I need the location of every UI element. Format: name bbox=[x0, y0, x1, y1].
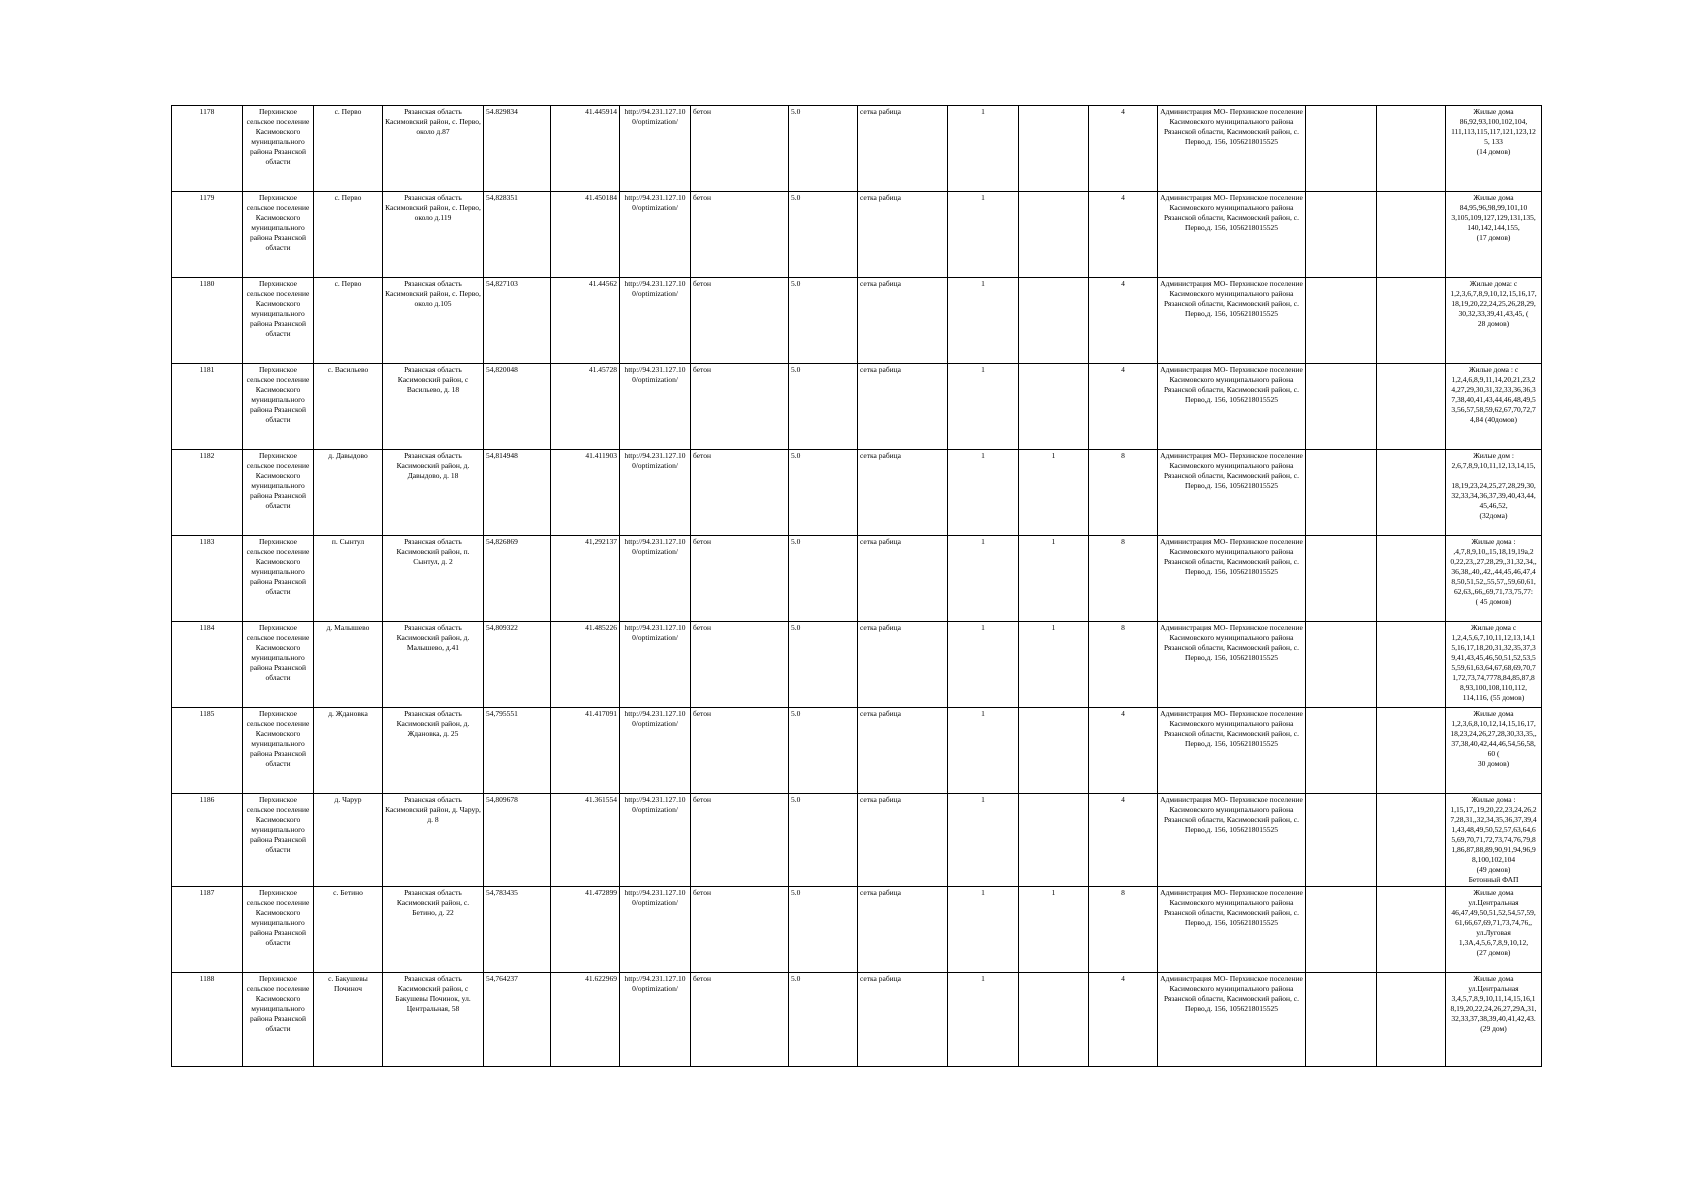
served-houses-cell: Жилые дома : ,4,7,8,9,10,,15,18,19,19а,2 0,22,23,,27,28,29,,31,32,34,, 36,38,,40,,42,,44,45,46,47,4 8,50,51,52,,55,57,,59,60,61, 62,63,,66,,69,71,73,75,77: ( 45 домов) bbox=[1446, 536, 1542, 622]
row-number: 1186 bbox=[172, 794, 243, 887]
fence-cell: сетка рабица bbox=[858, 887, 948, 973]
empty-cell bbox=[1377, 536, 1446, 622]
fence-cell: сетка рабица bbox=[858, 278, 948, 364]
owner-cell: Администрация МО- Перхинское поселение Касимовского муниципального района Рязанской области, Касимовский район, с. Перво,д. 156, 1056218015525 bbox=[1158, 887, 1306, 973]
address-cell: Рязанская область Касимовский район, с. Бетино, д. 22 bbox=[383, 887, 484, 973]
count-1-cell: 1 bbox=[948, 622, 1019, 708]
fence-cell: сетка рабица bbox=[858, 192, 948, 278]
count-2-cell: 1 bbox=[1019, 622, 1089, 708]
locality-cell: с. Перво bbox=[314, 192, 383, 278]
owner-cell: Администрация МО- Перхинское поселение Касимовского муниципального района Рязанской области, Касимовский район, с. Перво,д. 156, 1056218015525 bbox=[1158, 450, 1306, 536]
locality-cell: с. Перво bbox=[314, 106, 383, 192]
row-number: 1187 bbox=[172, 887, 243, 973]
latitude-cell: 54,764237 bbox=[484, 973, 551, 1067]
row-number: 1182 bbox=[172, 450, 243, 536]
settlement-cell: Перхинское сельское поселение Касимовского муниципального района Рязанской области bbox=[243, 794, 314, 887]
surface-cell: бетон bbox=[691, 794, 789, 887]
count-1-cell: 1 bbox=[948, 708, 1019, 794]
area-cell: 5.0 bbox=[789, 364, 858, 450]
surface-cell: бетон bbox=[691, 973, 789, 1067]
locality-cell: с. Бакушевы Починоч bbox=[314, 973, 383, 1067]
count-3-cell: 4 bbox=[1089, 708, 1158, 794]
locality-cell: с. Бетино bbox=[314, 887, 383, 973]
count-2-cell bbox=[1019, 794, 1089, 887]
table-row bbox=[172, 708, 1542, 794]
served-houses-cell: Жилые дома 84,95,96,98,99,101,10 3,105,109,127,129,131,135, 140,142,144,155, (17 домов) bbox=[1446, 192, 1542, 278]
address-cell: Рязанская область Касимовский район, п. Сынтул, д. 2 bbox=[383, 536, 484, 622]
count-1-cell: 1 bbox=[948, 364, 1019, 450]
owner-cell: Администрация МО- Перхинское поселение Касимовского муниципального района Рязанской области, Касимовский район, с. Перво,д. 156, 1056218015525 bbox=[1158, 106, 1306, 192]
longitude-cell: 41.622969 bbox=[551, 973, 620, 1067]
empty-cell bbox=[1306, 450, 1377, 536]
longitude-cell: 41.45728 bbox=[551, 364, 620, 450]
count-2-cell: 1 bbox=[1019, 536, 1089, 622]
empty-cell bbox=[1306, 794, 1377, 887]
fence-cell: сетка рабица bbox=[858, 106, 948, 192]
empty-cell bbox=[1377, 887, 1446, 973]
url-cell: http://94.231.127.10 0/optimization/ bbox=[620, 192, 691, 278]
empty-cell bbox=[1306, 887, 1377, 973]
area-cell: 5.0 bbox=[789, 622, 858, 708]
count-1-cell: 1 bbox=[948, 536, 1019, 622]
url-cell: http://94.231.127.10 0/optimization/ bbox=[620, 450, 691, 536]
latitude-cell: 54,795551 bbox=[484, 708, 551, 794]
empty-cell bbox=[1306, 278, 1377, 364]
settlement-cell: Перхинское сельское поселение Касимовского муниципального района Рязанской области bbox=[243, 364, 314, 450]
area-cell: 5.0 bbox=[789, 450, 858, 536]
served-houses-cell: Жилые дома с 1,2,4,5,6,7,10,11,12,13,14,1 5,16,17,18,20,31,32,35,37,3 9,41,43,45,46,50,51,52,53,5 5,59,61,63,64,67,68,69,70,7 1,72,73,74,7778,84,85,87,8 8,93,100,108,110,112, 114,116, (55 домов) bbox=[1446, 622, 1542, 708]
row-number: 1184 bbox=[172, 622, 243, 708]
latitude-cell: 54,820048 bbox=[484, 364, 551, 450]
locality-cell: д. Малышево bbox=[314, 622, 383, 708]
surface-cell: бетон bbox=[691, 364, 789, 450]
count-1-cell: 1 bbox=[948, 887, 1019, 973]
empty-cell bbox=[1377, 192, 1446, 278]
longitude-cell: 41.445914 bbox=[551, 106, 620, 192]
registry-table bbox=[171, 105, 1542, 1067]
count-2-cell bbox=[1019, 708, 1089, 794]
served-houses-cell: Жилые дома 86,92,93,100,102,104, 111,113,115,117,121,123,12 5, 133 (14 домов) bbox=[1446, 106, 1542, 192]
locality-cell: д. Давыдово bbox=[314, 450, 383, 536]
surface-cell: бетон bbox=[691, 450, 789, 536]
empty-cell bbox=[1306, 192, 1377, 278]
empty-cell bbox=[1306, 708, 1377, 794]
table-row bbox=[172, 278, 1542, 364]
count-3-cell: 4 bbox=[1089, 106, 1158, 192]
longitude-cell: 41.411903 bbox=[551, 450, 620, 536]
served-houses-cell: Жилые дома ул.Центральная 3,4,5,7,8,9,10,11,14,15,16,1 8,19,20,22,24,26,27,29А,31, 32,33,37,38,39,40,41,42,43. (29 дом) bbox=[1446, 973, 1542, 1067]
empty-cell bbox=[1377, 708, 1446, 794]
area-cell: 5.0 bbox=[789, 192, 858, 278]
served-houses-cell: Жилые дом : 2,6,7,8,9,10,11,12,13,14,15, 18,19,23,24,25,27,28,29,30, 32,33,34,36,37,39,40,43,44, 45,46,52, (32дома) bbox=[1446, 450, 1542, 536]
table-row bbox=[172, 106, 1542, 192]
empty-cell bbox=[1306, 622, 1377, 708]
url-cell: http://94.231.127.10 0/optimization/ bbox=[620, 973, 691, 1067]
owner-cell: Администрация МО- Перхинское поселение Касимовского муниципального района Рязанской области, Касимовский район, с. Перво,д. 156, 1056218015525 bbox=[1158, 364, 1306, 450]
count-2-cell bbox=[1019, 192, 1089, 278]
settlement-cell: Перхинское сельское поселение Касимовского муниципального района Рязанской области bbox=[243, 450, 314, 536]
row-number: 1185 bbox=[172, 708, 243, 794]
count-2-cell bbox=[1019, 364, 1089, 450]
url-cell: http://94.231.127.10 0/optimization/ bbox=[620, 364, 691, 450]
count-2-cell: 1 bbox=[1019, 887, 1089, 973]
address-cell: Рязанская область Касимовский район, д. Малышево, д.41 bbox=[383, 622, 484, 708]
count-2-cell bbox=[1019, 278, 1089, 364]
address-cell: Рязанская область Касимовский район, д. Ждановка, д. 25 bbox=[383, 708, 484, 794]
empty-cell bbox=[1377, 794, 1446, 887]
empty-cell bbox=[1306, 106, 1377, 192]
address-cell: Рязанская область Касимовский район, д. Чарур, д. 8 bbox=[383, 794, 484, 887]
latitude-cell: 54,828351 bbox=[484, 192, 551, 278]
owner-cell: Администрация МО- Перхинское поселение Касимовского муниципального района Рязанской области, Касимовский район, с. Перво,д. 156, 1056218015525 bbox=[1158, 536, 1306, 622]
fence-cell: сетка рабица bbox=[858, 450, 948, 536]
url-cell: http://94.231.127.10 0/optimization/ bbox=[620, 278, 691, 364]
longitude-cell: 41.472899 bbox=[551, 887, 620, 973]
served-houses-cell: Жилые дома: с 1,2,3,6,7,8,9,10,12,15,16,17, 18,19,20,22,24,25,26,28,29, 30,32,33,39,41,43,45, ( 28 домов) bbox=[1446, 278, 1542, 364]
locality-cell: с. Перво bbox=[314, 278, 383, 364]
latitude-cell: 54,814948 bbox=[484, 450, 551, 536]
address-cell: Рязанская область Касимовский район, с. Перво, около д.105 bbox=[383, 278, 484, 364]
surface-cell: бетон bbox=[691, 708, 789, 794]
count-3-cell: 8 bbox=[1089, 887, 1158, 973]
longitude-cell: 41.485226 bbox=[551, 622, 620, 708]
served-houses-cell: Жилые дома ул.Центральная 46,47,49,50,51,52,54,57,59, 61,66,67,69,71,73,74,76,, ул.Луговая 1,3А,4,5,6,7,8,9,10,12, (27 домов) bbox=[1446, 887, 1542, 973]
locality-cell: с. Васильево bbox=[314, 364, 383, 450]
owner-cell: Администрация МО- Перхинское поселение Касимовского муниципального района Рязанской области, Касимовский район, с. Перво,д. 156, 1056218015525 bbox=[1158, 622, 1306, 708]
owner-cell: Администрация МО- Перхинское поселение Касимовского муниципального района Рязанской области, Касимовский район, с. Перво,д. 156, 1056218015525 bbox=[1158, 192, 1306, 278]
row-number: 1181 bbox=[172, 364, 243, 450]
url-cell: http://94.231.127.10 0/optimization/ bbox=[620, 106, 691, 192]
surface-cell: бетон bbox=[691, 887, 789, 973]
address-cell: Рязанская область Касимовский район, с. Перво, около д.87 bbox=[383, 106, 484, 192]
fence-cell: сетка рабица bbox=[858, 536, 948, 622]
count-1-cell: 1 bbox=[948, 106, 1019, 192]
fence-cell: сетка рабица bbox=[858, 973, 948, 1067]
url-cell: http://94.231.127.10 0/optimization/ bbox=[620, 887, 691, 973]
longitude-cell: 41.361554 bbox=[551, 794, 620, 887]
empty-cell bbox=[1377, 364, 1446, 450]
table-row bbox=[172, 450, 1542, 536]
empty-cell bbox=[1377, 278, 1446, 364]
empty-cell bbox=[1377, 973, 1446, 1067]
owner-cell: Администрация МО- Перхинское поселение Касимовского муниципального района Рязанской области, Касимовский район, с. Перво,д. 156, 1056218015525 bbox=[1158, 278, 1306, 364]
count-1-cell: 1 bbox=[948, 450, 1019, 536]
address-cell: Рязанская область Касимовский район, с Бакушевы Починок, ул. Центральная, 58 bbox=[383, 973, 484, 1067]
address-cell: Рязанская область Касимовский район, с Васильево, д. 18 bbox=[383, 364, 484, 450]
empty-cell bbox=[1306, 364, 1377, 450]
table-row bbox=[172, 364, 1542, 450]
surface-cell: бетон bbox=[691, 622, 789, 708]
empty-cell bbox=[1377, 622, 1446, 708]
row-number: 1178 bbox=[172, 106, 243, 192]
area-cell: 5.0 bbox=[789, 973, 858, 1067]
fence-cell: сетка рабица bbox=[858, 622, 948, 708]
fence-cell: сетка рабица bbox=[858, 364, 948, 450]
owner-cell: Администрация МО- Перхинское поселение Касимовского муниципального района Рязанской области, Касимовский район, с. Перво,д. 156, 1056218015525 bbox=[1158, 794, 1306, 887]
url-cell: http://94.231.127.10 0/optimization/ bbox=[620, 622, 691, 708]
row-number: 1179 bbox=[172, 192, 243, 278]
count-2-cell bbox=[1019, 973, 1089, 1067]
empty-cell bbox=[1306, 973, 1377, 1067]
count-3-cell: 8 bbox=[1089, 536, 1158, 622]
row-number: 1180 bbox=[172, 278, 243, 364]
surface-cell: бетон bbox=[691, 106, 789, 192]
address-cell: Рязанская область Касимовский район, д. Давыдово, д. 18 bbox=[383, 450, 484, 536]
table-row bbox=[172, 794, 1542, 887]
count-1-cell: 1 bbox=[948, 973, 1019, 1067]
settlement-cell: Перхинское сельское поселение Касимовского муниципального района Рязанской области bbox=[243, 887, 314, 973]
area-cell: 5.0 bbox=[789, 794, 858, 887]
count-1-cell: 1 bbox=[948, 278, 1019, 364]
latitude-cell: 54,783435 bbox=[484, 887, 551, 973]
surface-cell: бетон bbox=[691, 278, 789, 364]
settlement-cell: Перхинское сельское поселение Касимовского муниципального района Рязанской области bbox=[243, 622, 314, 708]
empty-cell bbox=[1377, 106, 1446, 192]
surface-cell: бетон bbox=[691, 536, 789, 622]
served-houses-cell: Жилые дома 1,2,3,6,8,10,12,14,15,16,17, 18,23,24,26,27,28,30,33,35,, 37,38,40,42,44,46,54,56,58, 60 ( 30 домов) bbox=[1446, 708, 1542, 794]
settlement-cell: Перхинское сельское поселение Касимовского муниципального района Рязанской области bbox=[243, 192, 314, 278]
table-row bbox=[172, 887, 1542, 973]
locality-cell: д. Чарур bbox=[314, 794, 383, 887]
owner-cell: Администрация МО- Перхинское поселение Касимовского муниципального района Рязанской области, Касимовский район, с. Перво,д. 156, 1056218015525 bbox=[1158, 708, 1306, 794]
settlement-cell: Перхинское сельское поселение Касимовского муниципального района Рязанской области bbox=[243, 973, 314, 1067]
longitude-cell: 41.417091 bbox=[551, 708, 620, 794]
table-body bbox=[172, 106, 1542, 1067]
locality-cell: д. Ждановка bbox=[314, 708, 383, 794]
count-2-cell: 1 bbox=[1019, 450, 1089, 536]
served-houses-cell: Жилые дома : с 1,2,4,6,8,9,11,14,20,21,23,2 4,27,29,30,31,32,33,36,36,3 7,38,40,41,43,44,46,48,49,5 3,56,57,58,59,62,67,70,72,7 4,84 (40домов) bbox=[1446, 364, 1542, 450]
count-3-cell: 4 bbox=[1089, 192, 1158, 278]
settlement-cell: Перхинское сельское поселение Касимовского муниципального района Рязанской области bbox=[243, 106, 314, 192]
area-cell: 5.0 bbox=[789, 536, 858, 622]
row-number: 1188 bbox=[172, 973, 243, 1067]
table-row bbox=[172, 192, 1542, 278]
table-row bbox=[172, 536, 1542, 622]
settlement-cell: Перхинское сельское поселение Касимовского муниципального района Рязанской области bbox=[243, 708, 314, 794]
settlement-cell: Перхинское сельское поселение Касимовского муниципального района Рязанской области bbox=[243, 278, 314, 364]
fence-cell: сетка рабица bbox=[858, 708, 948, 794]
latitude-cell: 54.829834 bbox=[484, 106, 551, 192]
address-cell: Рязанская область Касимовский район, с. Перво, около д.119 bbox=[383, 192, 484, 278]
count-3-cell: 4 bbox=[1089, 973, 1158, 1067]
count-3-cell: 4 bbox=[1089, 278, 1158, 364]
count-3-cell: 8 bbox=[1089, 622, 1158, 708]
url-cell: http://94.231.127.10 0/optimization/ bbox=[620, 536, 691, 622]
area-cell: 5.0 bbox=[789, 708, 858, 794]
empty-cell bbox=[1377, 450, 1446, 536]
settlement-cell: Перхинское сельское поселение Касимовского муниципального района Рязанской области bbox=[243, 536, 314, 622]
count-3-cell: 8 bbox=[1089, 450, 1158, 536]
table-row bbox=[172, 973, 1542, 1067]
empty-cell bbox=[1306, 536, 1377, 622]
url-cell: http://94.231.127.10 0/optimization/ bbox=[620, 794, 691, 887]
latitude-cell: 54,826869 bbox=[484, 536, 551, 622]
latitude-cell: 54,827103 bbox=[484, 278, 551, 364]
area-cell: 5.0 bbox=[789, 887, 858, 973]
count-3-cell: 4 bbox=[1089, 794, 1158, 887]
area-cell: 5.0 bbox=[789, 106, 858, 192]
area-cell: 5.0 bbox=[789, 278, 858, 364]
table-row bbox=[172, 622, 1542, 708]
row-number: 1183 bbox=[172, 536, 243, 622]
count-1-cell: 1 bbox=[948, 192, 1019, 278]
served-houses-cell: Жилые дома : 1,15,17,,19,20,22,23,24,26,2 7,28,31,,32,34,35,36,37,39,4 1,43,48,49,50,52,57,63,64,6 5,69,70,71,72,73,74,76,79,8 1,86,87,88,89,90,91,94,96,9 8,100,102,104 (49 домов) Бетонный ФАП bbox=[1446, 794, 1542, 887]
owner-cell: Администрация МО- Перхинское поселение Касимовского муниципального района Рязанской области, Касимовский район, с. Перво,д. 156, 1056218015525 bbox=[1158, 973, 1306, 1067]
longitude-cell: 41.450184 bbox=[551, 192, 620, 278]
url-cell: http://94.231.127.10 0/optimization/ bbox=[620, 708, 691, 794]
latitude-cell: 54,809678 bbox=[484, 794, 551, 887]
longitude-cell: 41,292137 bbox=[551, 536, 620, 622]
longitude-cell: 41.44562 bbox=[551, 278, 620, 364]
count-3-cell: 4 bbox=[1089, 364, 1158, 450]
fence-cell: сетка рабица bbox=[858, 794, 948, 887]
locality-cell: п. Сынтул bbox=[314, 536, 383, 622]
count-2-cell bbox=[1019, 106, 1089, 192]
count-1-cell: 1 bbox=[948, 794, 1019, 887]
latitude-cell: 54,809322 bbox=[484, 622, 551, 708]
surface-cell: бетон bbox=[691, 192, 789, 278]
